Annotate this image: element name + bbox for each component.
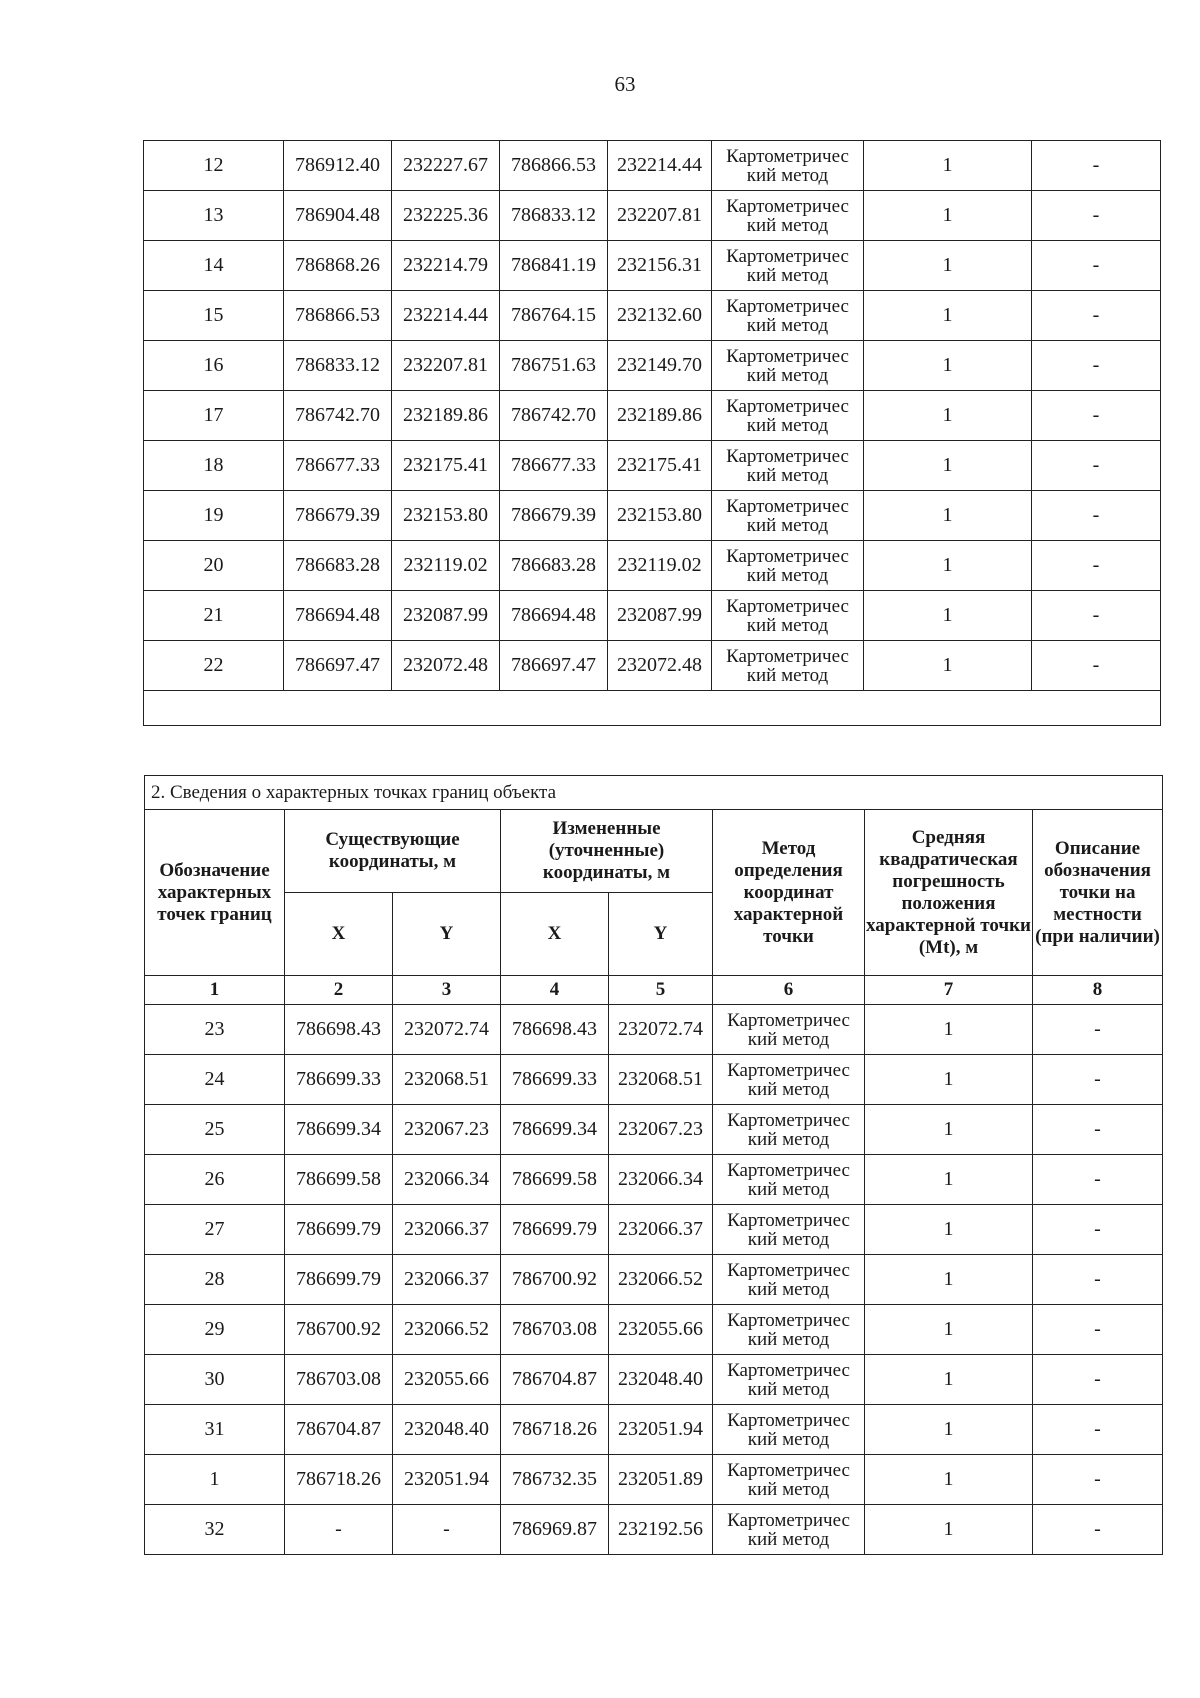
method-cell: [713, 1405, 865, 1455]
existing-y-value: 232119.02: [392, 541, 500, 591]
changed-x-value: 786866.53: [500, 141, 608, 191]
table-row: [145, 1455, 1163, 1505]
description-value: -: [1032, 391, 1161, 441]
changed-x-value: 786679.39: [500, 491, 608, 541]
method-cell: [713, 1505, 865, 1555]
accuracy-value: 1: [864, 641, 1032, 691]
description-value: -: [1032, 441, 1161, 491]
description-value: -: [1033, 1155, 1163, 1205]
point-designation: 21: [144, 591, 284, 641]
accuracy-value: 1: [864, 441, 1032, 491]
changed-y-value: 232051.89: [609, 1455, 713, 1505]
method-text-line: кий метод: [747, 1328, 830, 1350]
page-number: 63: [614, 72, 636, 96]
existing-x-value: 786694.48: [284, 591, 392, 641]
accuracy-value: 1: [865, 1405, 1033, 1455]
empty-cell: [144, 691, 1161, 726]
existing-x-value: 786833.12: [284, 341, 392, 391]
description-value: -: [1032, 541, 1161, 591]
method-cell: [712, 491, 864, 541]
existing-y-value: 232066.37: [393, 1255, 501, 1305]
column-number: 5: [609, 976, 713, 1005]
existing-x-value: 786718.26: [285, 1455, 393, 1505]
existing-x-value: 786866.53: [284, 291, 392, 341]
method-text-line: кий метод: [747, 1278, 830, 1300]
table-row: [144, 391, 1161, 441]
changed-x-value: 786699.34: [501, 1105, 609, 1155]
table-row: [144, 641, 1161, 691]
changed-y-value: 232055.66: [609, 1305, 713, 1355]
existing-x-value: 786704.87: [285, 1405, 393, 1455]
point-designation: 17: [144, 391, 284, 441]
existing-y-value: 232087.99: [392, 591, 500, 641]
method-cell: [712, 241, 864, 291]
changed-y-value: 232153.80: [608, 491, 712, 541]
method-text-line: кий метод: [746, 214, 829, 236]
existing-y-value: 232189.86: [392, 391, 500, 441]
existing-y-value: -: [393, 1505, 501, 1555]
section-title: 2. Сведения о характерных точках границ объекта: [145, 776, 1163, 810]
point-designation: 14: [144, 241, 284, 291]
method-text-line: Картометричес: [726, 245, 849, 267]
description-value: -: [1032, 141, 1161, 191]
changed-x-value: 786841.19: [500, 241, 608, 291]
existing-x-value: 786703.08: [285, 1355, 393, 1405]
changed-y-value: 232072.74: [609, 1005, 713, 1055]
accuracy-value: 1: [865, 1455, 1033, 1505]
column-number: 7: [865, 976, 1033, 1005]
point-designation: 27: [145, 1205, 285, 1255]
column-number: 2: [285, 976, 393, 1005]
table-row: [144, 341, 1161, 391]
changed-x-value: 786742.70: [500, 391, 608, 441]
table-row: [144, 241, 1161, 291]
table-row: [144, 141, 1161, 191]
header-changed-coordinates: Измененные (уточненные) координаты, м: [501, 810, 713, 893]
point-designation: 28: [145, 1255, 285, 1305]
changed-x-value: 786969.87: [501, 1505, 609, 1555]
existing-x-value: 786699.79: [285, 1205, 393, 1255]
existing-x-value: 786699.34: [285, 1105, 393, 1155]
method-text-line: Картометричес: [726, 545, 849, 567]
method-text-line: кий метод: [746, 264, 829, 286]
table-row: [145, 1055, 1163, 1105]
existing-y-value: 232214.79: [392, 241, 500, 291]
method-text-line: Картометричес: [727, 1359, 850, 1381]
description-value: -: [1033, 1055, 1163, 1105]
existing-y-value: 232066.52: [393, 1305, 501, 1355]
description-value: -: [1033, 1205, 1163, 1255]
point-designation: 16: [144, 341, 284, 391]
method-text-line: кий метод: [746, 414, 829, 436]
changed-x-value: 786833.12: [500, 191, 608, 241]
existing-y-value: 232214.44: [392, 291, 500, 341]
method-text-line: Картометричес: [726, 595, 849, 617]
point-designation: 13: [144, 191, 284, 241]
point-designation: 12: [144, 141, 284, 191]
coordinates-table-continued: [143, 140, 1161, 726]
point-designation: 20: [144, 541, 284, 591]
method-text-line: кий метод: [746, 514, 829, 536]
existing-y-value: 232067.23: [393, 1105, 501, 1155]
method-text-line: Картометричес: [727, 1109, 850, 1131]
existing-x-value: 786742.70: [284, 391, 392, 441]
method-text-line: Картометричес: [727, 1259, 850, 1281]
changed-y-value: 232068.51: [609, 1055, 713, 1105]
point-designation: 23: [145, 1005, 285, 1055]
method-text-line: кий метод: [747, 1478, 830, 1500]
accuracy-value: 1: [865, 1005, 1033, 1055]
existing-y-value: 232072.74: [393, 1005, 501, 1055]
description-value: -: [1033, 1005, 1163, 1055]
accuracy-value: 1: [864, 491, 1032, 541]
existing-y-value: 232048.40: [393, 1405, 501, 1455]
existing-y-value: 232068.51: [393, 1055, 501, 1105]
existing-x-value: 786868.26: [284, 241, 392, 291]
boundary-points-table: [144, 775, 1163, 1555]
changed-y-value: 232051.94: [609, 1405, 713, 1455]
header-designation: Обозначение характерных точек границ: [145, 810, 285, 976]
table-row: [145, 1005, 1163, 1055]
existing-y-value: 232066.37: [393, 1205, 501, 1255]
existing-y-value: 232072.48: [392, 641, 500, 691]
method-text-line: кий метод: [746, 464, 829, 486]
column-number: 1: [145, 976, 285, 1005]
method-cell: [712, 391, 864, 441]
changed-y-value: 232156.31: [608, 241, 712, 291]
changed-x-value: 786699.58: [501, 1155, 609, 1205]
table-row: [145, 1405, 1163, 1455]
method-text-line: Картометричес: [726, 495, 849, 517]
table-row: [145, 1505, 1163, 1555]
existing-x-value: 786679.39: [284, 491, 392, 541]
existing-y-value: 232175.41: [392, 441, 500, 491]
table-row: [144, 291, 1161, 341]
method-text-line: кий метод: [746, 314, 829, 336]
existing-y-value: 232207.81: [392, 341, 500, 391]
method-cell: [713, 1255, 865, 1305]
accuracy-value: 1: [865, 1155, 1033, 1205]
method-text-line: Картометричес: [726, 195, 849, 217]
method-text-line: кий метод: [747, 1128, 830, 1150]
method-text-line: Картометричес: [726, 345, 849, 367]
table-row: [144, 191, 1161, 241]
description-value: -: [1032, 341, 1161, 391]
changed-y-value: 232132.60: [608, 291, 712, 341]
changed-x-value: 786694.48: [500, 591, 608, 641]
header-changed-y: Y: [609, 893, 713, 976]
accuracy-value: 1: [864, 541, 1032, 591]
method-cell: [713, 1055, 865, 1105]
changed-x-value: 786700.92: [501, 1255, 609, 1305]
changed-x-value: 786764.15: [500, 291, 608, 341]
changed-x-value: 786699.33: [501, 1055, 609, 1105]
existing-y-value: 232225.36: [392, 191, 500, 241]
changed-y-value: 232214.44: [608, 141, 712, 191]
changed-x-value: 786683.28: [500, 541, 608, 591]
existing-y-value: 232066.34: [393, 1155, 501, 1205]
changed-x-value: 786697.47: [500, 641, 608, 691]
column-number: 8: [1033, 976, 1163, 1005]
table-row: [144, 541, 1161, 591]
method-cell: [713, 1155, 865, 1205]
method-text-line: кий метод: [747, 1078, 830, 1100]
existing-y-value: 232153.80: [392, 491, 500, 541]
header-description: Описание обозначения точки на местности (при наличии): [1033, 810, 1163, 976]
description-value: -: [1032, 641, 1161, 691]
accuracy-value: 1: [864, 291, 1032, 341]
method-text-line: Картометричес: [727, 1159, 850, 1181]
point-designation: 31: [145, 1405, 285, 1455]
changed-y-value: 232048.40: [609, 1355, 713, 1405]
point-designation: 18: [144, 441, 284, 491]
column-number: 3: [393, 976, 501, 1005]
header-existing-coordinates: Существующие координаты, м: [285, 810, 501, 893]
table-row: [145, 1255, 1163, 1305]
changed-x-value: 786699.79: [501, 1205, 609, 1255]
point-designation: 24: [145, 1055, 285, 1105]
description-value: -: [1033, 1355, 1163, 1405]
table-row: [144, 491, 1161, 541]
changed-x-value: 786732.35: [501, 1455, 609, 1505]
method-cell: [712, 141, 864, 191]
point-designation: 1: [145, 1455, 285, 1505]
point-designation: 26: [145, 1155, 285, 1205]
accuracy-value: 1: [865, 1105, 1033, 1155]
method-text-line: Картометричес: [727, 1409, 850, 1431]
header-existing-y: Y: [393, 893, 501, 976]
changed-y-value: 232066.52: [609, 1255, 713, 1305]
point-designation: 15: [144, 291, 284, 341]
accuracy-value: 1: [865, 1305, 1033, 1355]
header-existing-x: X: [285, 893, 393, 976]
accuracy-value: 1: [865, 1055, 1033, 1105]
table-row: [145, 1155, 1163, 1205]
description-value: -: [1033, 1105, 1163, 1155]
table-row: [144, 591, 1161, 641]
changed-y-value: 232066.37: [609, 1205, 713, 1255]
changed-y-value: 232207.81: [608, 191, 712, 241]
method-text-line: кий метод: [747, 1228, 830, 1250]
accuracy-value: 1: [864, 141, 1032, 191]
method-cell: [713, 1305, 865, 1355]
method-text-line: кий метод: [747, 1428, 830, 1450]
changed-x-value: 786698.43: [501, 1005, 609, 1055]
method-cell: [713, 1105, 865, 1155]
method-text-line: кий метод: [746, 614, 829, 636]
changed-y-value: 232192.56: [609, 1505, 713, 1555]
method-cell: [712, 641, 864, 691]
changed-y-value: 232087.99: [608, 591, 712, 641]
changed-x-value: 786718.26: [501, 1405, 609, 1455]
accuracy-value: 1: [864, 591, 1032, 641]
table-row: [145, 1355, 1163, 1405]
method-text-line: Картометричес: [727, 1459, 850, 1481]
table-row: [144, 441, 1161, 491]
existing-x-value: -: [285, 1505, 393, 1555]
existing-x-value: 786698.43: [285, 1005, 393, 1055]
table-row: [145, 1305, 1163, 1355]
column-numbers-row: [145, 976, 1163, 1005]
description-value: -: [1033, 1255, 1163, 1305]
method-text-line: Картометричес: [727, 1009, 850, 1031]
point-designation: 30: [145, 1355, 285, 1405]
existing-x-value: 786700.92: [285, 1305, 393, 1355]
existing-x-value: 786697.47: [284, 641, 392, 691]
method-text-line: кий метод: [747, 1178, 830, 1200]
existing-x-value: 786912.40: [284, 141, 392, 191]
changed-y-value: 232066.34: [609, 1155, 713, 1205]
method-text-line: Картометричес: [727, 1509, 850, 1531]
existing-x-value: 786699.79: [285, 1255, 393, 1305]
changed-y-value: 232175.41: [608, 441, 712, 491]
existing-x-value: 786699.58: [285, 1155, 393, 1205]
point-designation: 32: [145, 1505, 285, 1555]
header-changed-x: X: [501, 893, 609, 976]
header-accuracy: Средняя квадратическая погрешность положения характерной точки (Mt), м: [865, 810, 1033, 976]
method-cell: [712, 291, 864, 341]
table-row: [145, 1105, 1163, 1155]
changed-x-value: 786703.08: [501, 1305, 609, 1355]
method-text-line: Картометричес: [727, 1059, 850, 1081]
point-designation: 19: [144, 491, 284, 541]
method-text-line: Картометричес: [726, 295, 849, 317]
description-value: -: [1033, 1405, 1163, 1455]
accuracy-value: 1: [865, 1255, 1033, 1305]
method-text-line: кий метод: [746, 164, 829, 186]
empty-row: [144, 691, 1161, 726]
method-text-line: кий метод: [746, 564, 829, 586]
method-cell: [713, 1205, 865, 1255]
description-value: -: [1033, 1505, 1163, 1555]
method-text-line: кий метод: [746, 364, 829, 386]
description-value: -: [1033, 1455, 1163, 1505]
method-cell: [712, 341, 864, 391]
changed-y-value: 232189.86: [608, 391, 712, 441]
changed-y-value: 232119.02: [608, 541, 712, 591]
description-value: -: [1032, 291, 1161, 341]
method-cell: [713, 1355, 865, 1405]
changed-x-value: 786677.33: [500, 441, 608, 491]
method-cell: [713, 1455, 865, 1505]
existing-x-value: 786904.48: [284, 191, 392, 241]
method-text-line: кий метод: [747, 1528, 830, 1550]
changed-x-value: 786704.87: [501, 1355, 609, 1405]
method-text-line: кий метод: [747, 1378, 830, 1400]
method-text-line: кий метод: [747, 1028, 830, 1050]
accuracy-value: 1: [864, 391, 1032, 441]
method-text-line: Картометричес: [727, 1209, 850, 1231]
method-cell: [712, 441, 864, 491]
point-designation: 29: [145, 1305, 285, 1355]
description-value: -: [1033, 1305, 1163, 1355]
changed-y-value: 232067.23: [609, 1105, 713, 1155]
method-text-line: Картометричес: [726, 645, 849, 667]
existing-y-value: 232051.94: [393, 1455, 501, 1505]
description-value: -: [1032, 491, 1161, 541]
method-cell: [712, 591, 864, 641]
point-designation: 25: [145, 1105, 285, 1155]
column-number: 6: [713, 976, 865, 1005]
method-text-line: Картометричес: [726, 145, 849, 167]
existing-x-value: 786683.28: [284, 541, 392, 591]
method-cell: [712, 541, 864, 591]
changed-x-value: 786751.63: [500, 341, 608, 391]
accuracy-value: 1: [864, 191, 1032, 241]
method-text-line: кий метод: [746, 664, 829, 686]
changed-y-value: 232072.48: [608, 641, 712, 691]
column-number: 4: [501, 976, 609, 1005]
method-text-line: Картометричес: [727, 1309, 850, 1331]
point-designation: 22: [144, 641, 284, 691]
existing-x-value: 786699.33: [285, 1055, 393, 1105]
description-value: -: [1032, 241, 1161, 291]
table-row: [145, 1205, 1163, 1255]
accuracy-value: 1: [864, 341, 1032, 391]
accuracy-value: 1: [864, 241, 1032, 291]
method-text-line: Картометричес: [726, 445, 849, 467]
method-cell: [712, 191, 864, 241]
accuracy-value: 1: [865, 1355, 1033, 1405]
accuracy-value: 1: [865, 1505, 1033, 1555]
method-text-line: Картометричес: [726, 395, 849, 417]
existing-y-value: 232227.67: [392, 141, 500, 191]
description-value: -: [1032, 591, 1161, 641]
existing-x-value: 786677.33: [284, 441, 392, 491]
accuracy-value: 1: [865, 1205, 1033, 1255]
description-value: -: [1032, 191, 1161, 241]
changed-y-value: 232149.70: [608, 341, 712, 391]
method-cell: [713, 1005, 865, 1055]
existing-y-value: 232055.66: [393, 1355, 501, 1405]
header-method: Метод определения координат характерной точки: [713, 810, 865, 976]
